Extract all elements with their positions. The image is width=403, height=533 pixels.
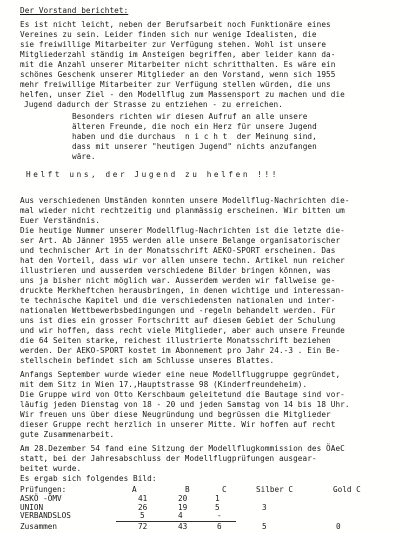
- table-cell: -: [217, 511, 222, 520]
- group-line: Die Gruppe wird von Otto Kerschbaum geleitetund die Bautage sind vor-: [20, 390, 345, 399]
- news-line: werden. Der AEKO-SPORT kostet im Abonnement pro Jahr 24.-3 . Ein Be-: [20, 346, 341, 355]
- group-line: läufig jeden Dienstag von 18 - 20 und jeden Samstag von 14 bis 18 Uhr.: [20, 400, 350, 409]
- appeal-line: älteren Freunde, die noch ein Herz für unsere Jugend: [72, 122, 317, 131]
- slogan: Helft uns, der Jugend zu helfen !!!: [26, 170, 279, 179]
- appeal-line: haben und die durchaus n i c h t der Meinung sind,: [72, 132, 317, 141]
- intro-line: mit die Anzahl unserer Mitarbeiter nicht schritthalten. Es wäre ein: [20, 60, 336, 69]
- table-cell: 5: [140, 511, 145, 520]
- table-header-gold: Gold C: [333, 485, 361, 494]
- news-line: illustrieren und ausserdem verschiedene Bilder bringen können, was: [20, 266, 331, 275]
- news-line: ser Art. Ab Jänner 1955 werden alle unsere Belange organisatorischer: [20, 236, 341, 245]
- news-line: druckte Merkheftchen herausbringen, in denen wichtige und interessan-: [20, 286, 345, 295]
- appeal-line: dass mit unserer "heutigen Jugend" nichts anzufangen: [72, 142, 317, 151]
- news-line: nationalen Wettbewerbsbedingungen und -regeln behandelt werden. Für: [20, 306, 336, 315]
- table-cell: 20: [178, 494, 188, 503]
- table-header-a: A: [132, 485, 137, 494]
- table-row-label: ASKÖ -ÖMV: [20, 494, 62, 503]
- table-cell: 26: [138, 503, 148, 512]
- news-line: stellschein befindet sich am Schlusse unseres Blattes.: [20, 356, 275, 365]
- table-cell: 19: [178, 503, 188, 512]
- group-line: Wir freuen uns über diese Neugründung und begrüssen die Mitglieder: [20, 410, 331, 419]
- table-total-cell: 72: [138, 522, 148, 531]
- group-line: dieser Gruppe recht herzlich in unserer Mitte. Wir hoffen auf recht: [20, 420, 336, 429]
- news-line: und technischer Art in der Monatsschrift AEKO-SPORT erscheinen. Das: [20, 246, 336, 255]
- group-line: gute Zusammenarbeit.: [20, 430, 115, 439]
- news-line: Euer Verständnis.: [20, 216, 101, 225]
- news-line: die 64 Seiten starke, reichest illustrierte Monatsschrift beziehen: [20, 336, 331, 345]
- table-total-cell: 0: [336, 522, 341, 531]
- table-cell: 3: [262, 503, 267, 512]
- news-line: Die heutige Nummer unserer Modellflug-Nachrichten ist die letzte die-: [20, 226, 345, 235]
- appeal-line: Besonders richten wir diesen Aufruf an alle unsere: [72, 112, 308, 121]
- intro-line: Es ist nicht leicht, neben der Berufsarbeit noch Funktionäre eines: [20, 20, 331, 29]
- table-cell: 4: [178, 511, 183, 520]
- news-line: mal wieder nicht rechtzeitig und planmässig erscheinen. Wir bitten um: [20, 206, 345, 215]
- commission-line: beitet wurde.: [20, 464, 82, 473]
- intro-line: mehr freiwillige Mitarbeiter zur Verfügung stellen würden, die uns: [20, 80, 331, 89]
- table-cell: 1: [215, 494, 220, 503]
- table-total-label: Zusammen: [20, 522, 58, 531]
- table-cell: 41: [138, 494, 148, 503]
- table-header-b: B: [185, 485, 190, 494]
- table-row-label: UNION: [20, 503, 44, 512]
- intro-line: schönes Geschenk unserer Mitglieder an den Vorstand, wenn sich 1955: [20, 70, 336, 79]
- table-total-cell: 43: [178, 522, 188, 531]
- news-line: te technische Kapitel und die verschiedensten nationalen und inter-: [20, 296, 336, 305]
- intro-line: sie freiwillige Mitarbeiter zur Verfügung stehen. Wohl ist unsere: [20, 40, 327, 49]
- commission-line: Es ergab sich folgendes Bild:: [20, 474, 157, 483]
- table-total-cell: 5: [262, 522, 267, 531]
- news-line: Aus verschiedenen Umständen konnten unsere Modellflug-Nachrichten die-: [20, 196, 350, 205]
- table-row-label: VERBANDSLOS: [20, 511, 71, 520]
- news-line: hat den Vorteil, dass wir vor allen unsere techn. Artikel nun reicher: [20, 256, 345, 265]
- group-line: Anfangs September wurde wieder eine neue Modellfluggruppe gegründet,: [20, 370, 341, 379]
- group-line: mit dem Sitz in Wien 17.,Hauptstrasse 98 (Kinderfreundeheim).: [20, 380, 308, 389]
- commission-line: statt, bei der Jahresabschluss der Modellflugprüfungen ausgear-: [20, 454, 317, 463]
- table-header-silber: Silber C: [256, 485, 294, 494]
- appeal-line: wäre.: [72, 152, 96, 161]
- section-heading: Der Vorstand berichtet:: [20, 6, 129, 15]
- intro-line: Vereines zu sein. Leider finden sich nur wenige Idealisten, die: [20, 30, 317, 39]
- news-line: und wir hoffen, dass recht viele Mitglieder, aber auch unsere Freunde: [20, 326, 345, 335]
- news-line: uns ist dies ein grosser Fortschritt auf diesem Gebiet der Schulung: [20, 316, 336, 325]
- news-line: uns ja bisher nicht möglich war. Ausserdem werden wir fallweise ge-: [20, 276, 336, 285]
- table-header-label: Prüfungen:: [20, 485, 67, 494]
- table-header-c: C: [222, 485, 227, 494]
- table-cell: 5: [215, 503, 220, 512]
- commission-line: Am 28.Dezember 54 fand eine Sitzung der Modellflugkommission des ÖAeC: [20, 444, 345, 453]
- intro-line: Jugend dadurch der Strasse zu entziehen - zu erreichen.: [24, 100, 283, 109]
- intro-line: Mitgliederzahl ständig im Ansteigen begriffen, aber leider kann da-: [20, 50, 336, 59]
- intro-line: helfen, unser Ziel - den Modellflug zum Massensport zu machen und die: [20, 90, 345, 99]
- table-total-cell: 6: [217, 522, 222, 531]
